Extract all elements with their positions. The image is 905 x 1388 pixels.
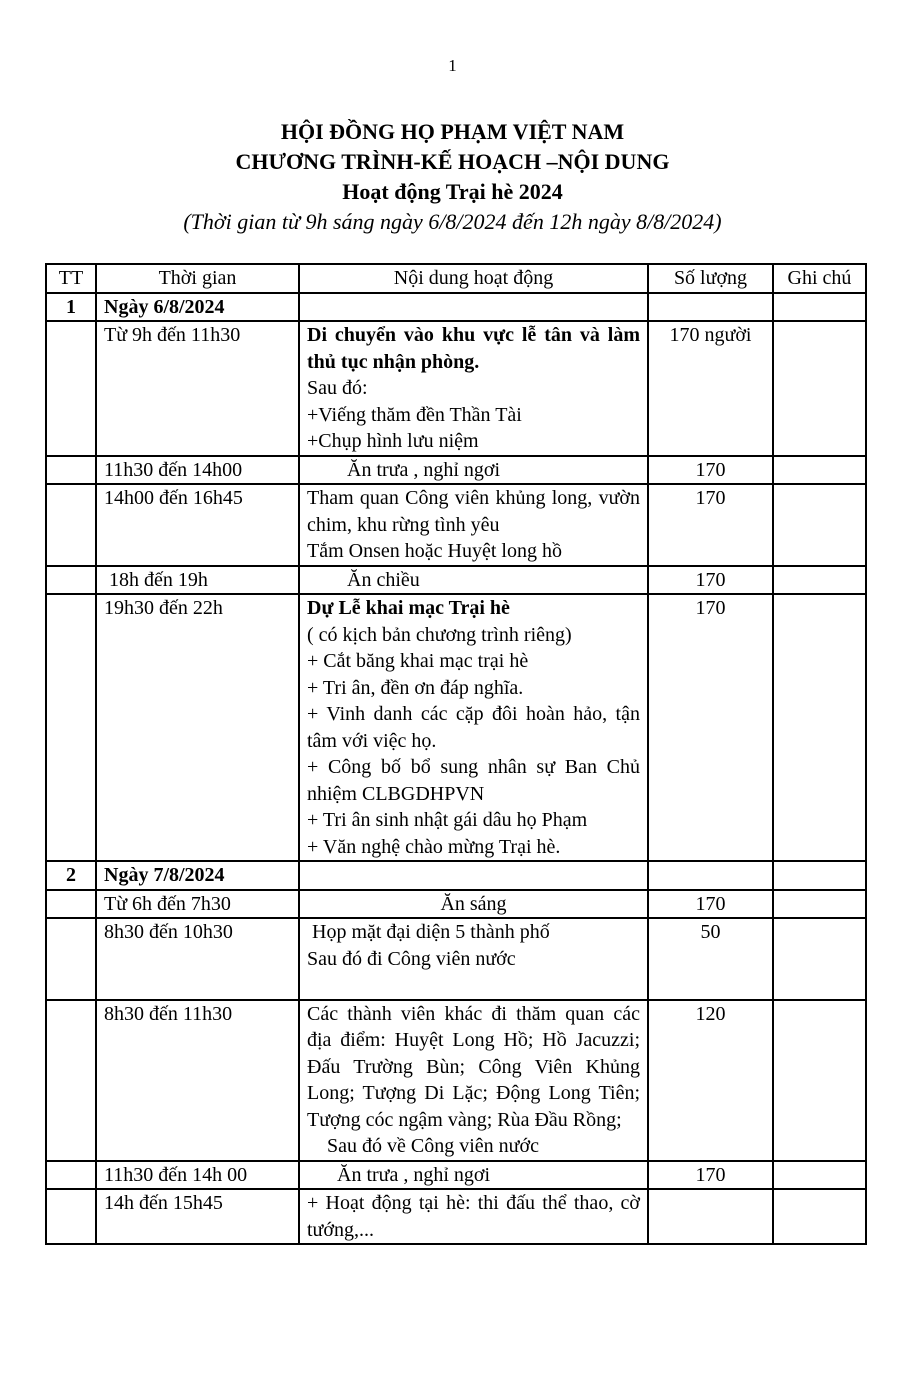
content-line: + Hoạt động tại hè: thi đấu thể thao, cờ tướng,... <box>307 1192 640 1241</box>
table-row <box>46 293 866 322</box>
cell-tt <box>46 566 96 595</box>
content-line: Dự Lễ khai mạc Trại hè <box>307 597 510 619</box>
content-line: Ăn trưa , nghỉ ngơi <box>307 1163 491 1186</box>
cell-qty <box>648 293 773 322</box>
content-line: Ăn chiều <box>307 568 420 591</box>
cell-tt <box>46 1161 96 1190</box>
cell-note <box>773 566 866 595</box>
cell-note <box>773 1189 866 1244</box>
cell-content <box>299 1000 648 1161</box>
content-line: Họp mặt đại diện 5 thành phố <box>307 921 550 943</box>
cell-tt <box>46 918 96 1000</box>
cell-time: Từ 6h đến 7h30 <box>96 890 299 919</box>
cell-qty: 170 người <box>648 321 773 456</box>
content-line: + Tri ân sinh nhật gái dâu họ Phạm <box>307 809 588 831</box>
cell-qty: 170 <box>648 594 773 861</box>
cell-content <box>299 1189 648 1244</box>
table-row <box>46 321 866 456</box>
schedule-table-body <box>46 293 866 1245</box>
cell-tt: 1 <box>46 293 96 322</box>
document-subtitle: (Thời gian từ 9h sáng ngày 6/8/2024 đến 12h ngày 8/8/2024) <box>183 209 722 234</box>
cell-qty: 50 <box>648 918 773 1000</box>
table-row <box>46 484 866 566</box>
content-line: Các thành viên khác đi thăm quan các địa điểm: Huyệt Long Hồ; Hồ Jacuzzi; Đấu Trường Bùn; Công Viên Khủng Long; Tượng Di Lặc; Động Long Tiên; Tượng cóc ngậm vàng; Rùa Đầu Rồng; <box>307 1002 640 1131</box>
cell-content <box>299 321 648 456</box>
content-line: + Tri ân, đền ơn đáp nghĩa. <box>307 676 524 699</box>
cell-note <box>773 890 866 919</box>
cell-note <box>773 918 866 1000</box>
column-header-tt: TT <box>46 264 96 293</box>
cell-qty: 170 <box>648 566 773 595</box>
content-line: Tắm Onsen hoặc Huyệt long hồ <box>307 540 562 562</box>
column-header-time: Thời gian <box>96 264 299 293</box>
cell-qty: 120 <box>648 1000 773 1161</box>
title-line-1: HỘI ĐỒNG HỌ PHẠM VIỆT NAM <box>280 119 625 144</box>
cell-note <box>773 861 866 890</box>
table-row <box>46 1189 866 1244</box>
content-line: Sau đó: <box>307 377 368 399</box>
table-row <box>46 861 866 890</box>
cell-time: 11h30 đến 14h00 <box>96 456 299 485</box>
cell-note <box>773 1000 866 1161</box>
cell-content <box>299 918 648 1000</box>
table-row <box>46 566 866 595</box>
content-line: ( có kịch bản chương trình riêng) <box>307 623 572 646</box>
content-line: + Vinh danh các cặp đôi hoàn hảo, tận tâm với việc họ. <box>307 703 640 752</box>
cell-time: 8h30 đến 10h30 <box>96 918 299 1000</box>
cell-qty <box>648 861 773 890</box>
cell-qty: 170 <box>648 890 773 919</box>
content-line: Sau đó về Công viên nước <box>307 1135 539 1157</box>
cell-content <box>299 456 648 485</box>
cell-content <box>299 484 648 566</box>
cell-tt <box>46 484 96 566</box>
cell-note <box>773 456 866 485</box>
content-line: Sau đó đi Công viên nước <box>307 947 516 970</box>
cell-note <box>773 321 866 456</box>
cell-content <box>299 1161 648 1190</box>
cell-qty <box>648 1189 773 1244</box>
content-line: Ăn trưa , nghỉ ngơi <box>307 458 501 481</box>
content-line: +Chụp hình lưu niệm <box>307 430 479 452</box>
content-line <box>307 972 640 999</box>
cell-qty: 170 <box>648 456 773 485</box>
table-row <box>46 1161 866 1190</box>
content-line: + Văn nghệ chào mừng Trại hè. <box>307 835 561 858</box>
cell-time: 19h30 đến 22h <box>96 594 299 861</box>
cell-qty: 170 <box>648 1161 773 1190</box>
content-line: Ăn sáng <box>440 892 507 915</box>
cell-note <box>773 594 866 861</box>
document-header <box>0 117 905 237</box>
cell-note <box>773 1161 866 1190</box>
table-row <box>46 456 866 485</box>
cell-tt <box>46 594 96 861</box>
cell-qty: 170 <box>648 484 773 566</box>
cell-tt <box>46 1189 96 1244</box>
title-line-2: CHƯƠNG TRÌNH-KẾ HOẠCH –NỘI DUNG <box>235 149 670 174</box>
table-row <box>46 890 866 919</box>
cell-tt <box>46 321 96 456</box>
schedule-table <box>45 263 867 1245</box>
cell-content <box>299 594 648 861</box>
cell-content <box>299 861 648 890</box>
cell-time: Ngày 7/8/2024 <box>96 861 299 890</box>
title-line-3: Hoạt động Trại hè 2024 <box>342 179 563 204</box>
column-header-content: Nội dung hoạt động <box>299 264 648 293</box>
content-line: + Công bố bổ sung nhân sự Ban Chủ nhiệm CLBGDHPVN <box>307 756 640 805</box>
cell-content <box>299 566 648 595</box>
cell-content <box>299 293 648 322</box>
cell-tt: 2 <box>46 861 96 890</box>
cell-time: 8h30 đến 11h30 <box>96 1000 299 1161</box>
cell-content <box>299 890 648 919</box>
cell-time: 14h00 đến 16h45 <box>96 484 299 566</box>
cell-time: 14h đến 15h45 <box>96 1189 299 1244</box>
page-number: 1 <box>448 56 457 75</box>
table-row <box>46 594 866 861</box>
cell-time: 18h đến 19h <box>96 566 299 595</box>
cell-time: Ngày 6/8/2024 <box>96 293 299 322</box>
cell-note <box>773 484 866 566</box>
cell-time: Từ 9h đến 11h30 <box>96 321 299 456</box>
cell-tt <box>46 1000 96 1161</box>
table-header-row <box>46 264 866 293</box>
content-line: Tham quan Công viên khủng long, vườn chim, khu rừng tình yêu <box>307 487 640 536</box>
table-row <box>46 1000 866 1161</box>
cell-note <box>773 293 866 322</box>
column-header-qty: Số lượng <box>648 264 773 293</box>
cell-tt <box>46 456 96 485</box>
content-line: Di chuyển vào khu vực lễ tân và làm thủ tục nhận phòng. <box>307 324 640 373</box>
content-line: + Cắt băng khai mạc trại hè <box>307 650 529 672</box>
column-header-note: Ghi chú <box>773 264 866 293</box>
content-line: +Viếng thăm đền Thần Tài <box>307 403 522 426</box>
cell-time: 11h30 đến 14h 00 <box>96 1161 299 1190</box>
table-row <box>46 918 866 1000</box>
cell-tt <box>46 890 96 919</box>
